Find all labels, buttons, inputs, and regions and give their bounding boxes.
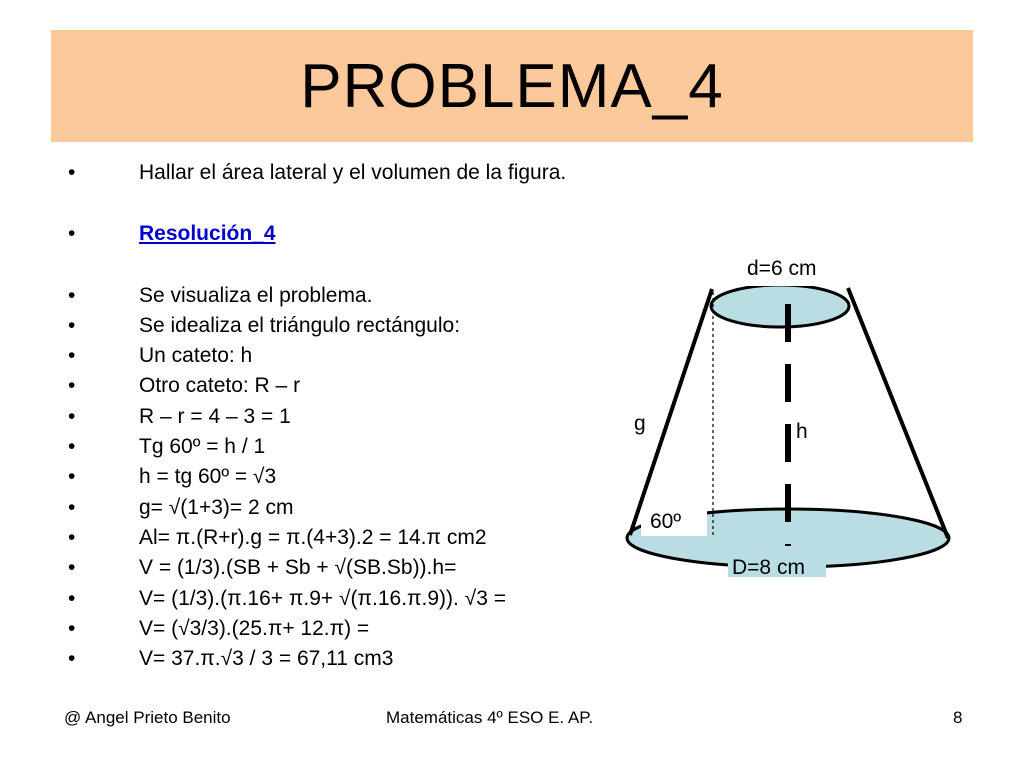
list-item [68,219,628,249]
bullet: • [68,435,76,459]
list-item: • Hallar el área lateral y el volumen de la figura. [68,158,628,188]
bullet: • [68,313,76,337]
list-item: • Tg 60º = h / 1 [68,432,628,462]
bullet: • [68,525,76,549]
bullet: • [68,647,76,671]
list-item: • V = (1/3).(SB + Sb + √(SB.Sb)).h= [68,553,628,583]
list-item: • V= (√3/3).(25.π+ 12.π) = [68,614,628,644]
generatrix-label: g [634,412,646,435]
page-title: PROBLEMA_4 [300,51,724,121]
list-item: • V= (1/3).(π.16+ π.9+ √(π.16.π.9)). √3 = [68,584,628,614]
list-item: • Se visualiza el problema. [68,281,628,311]
spacer [68,250,628,281]
list-item: • Un cateto: h [68,341,628,371]
angle-label: 60º [650,510,682,533]
top-diameter-label: d=6 cm [747,257,817,280]
top-base [711,285,849,327]
spacer [68,188,628,219]
right-generatrix [848,288,948,538]
list-item: • g= √(1+3)= 2 cm [68,493,628,523]
bullet-list [68,158,628,674]
list-item: • Otro cateto: R – r [68,371,628,401]
bottom-diameter-label: D=8 cm [732,556,805,579]
bullet: • [68,161,76,184]
title-bar [51,30,973,142]
footer-course: Matemáticas 4º ESO E. AP. [386,708,594,727]
truncated-cone-figure [600,240,1000,600]
bullet: • [68,344,76,368]
footer-page-number: 8 [953,708,963,727]
bullet: • [68,586,76,610]
list-item: • R – r = 4 – 3 = 1 [68,402,628,432]
resolucion-link[interactable]: Resolución_4 [139,222,276,246]
bullet: • [68,495,76,519]
bullet: • [68,374,76,398]
footer-author: @ Angel Prieto Benito [64,708,231,727]
list-item: • V= 37.π.√3 / 3 = 67,11 cm3 [68,644,628,674]
bullet: • [68,283,76,307]
list-item: • h = tg 60º = √3 [68,462,628,492]
bullet: • [68,404,76,428]
bullet: • [68,465,76,489]
list-item: • Se idealiza el triángulo rectángulo: [68,311,628,341]
height-label: h [796,420,808,443]
list-item: • Al= π.(R+r).g = π.(4+3).2 = 14.π cm2 [68,523,628,553]
bullet: • [68,556,76,580]
bullet: • [68,222,76,246]
bullet: • [68,616,76,640]
